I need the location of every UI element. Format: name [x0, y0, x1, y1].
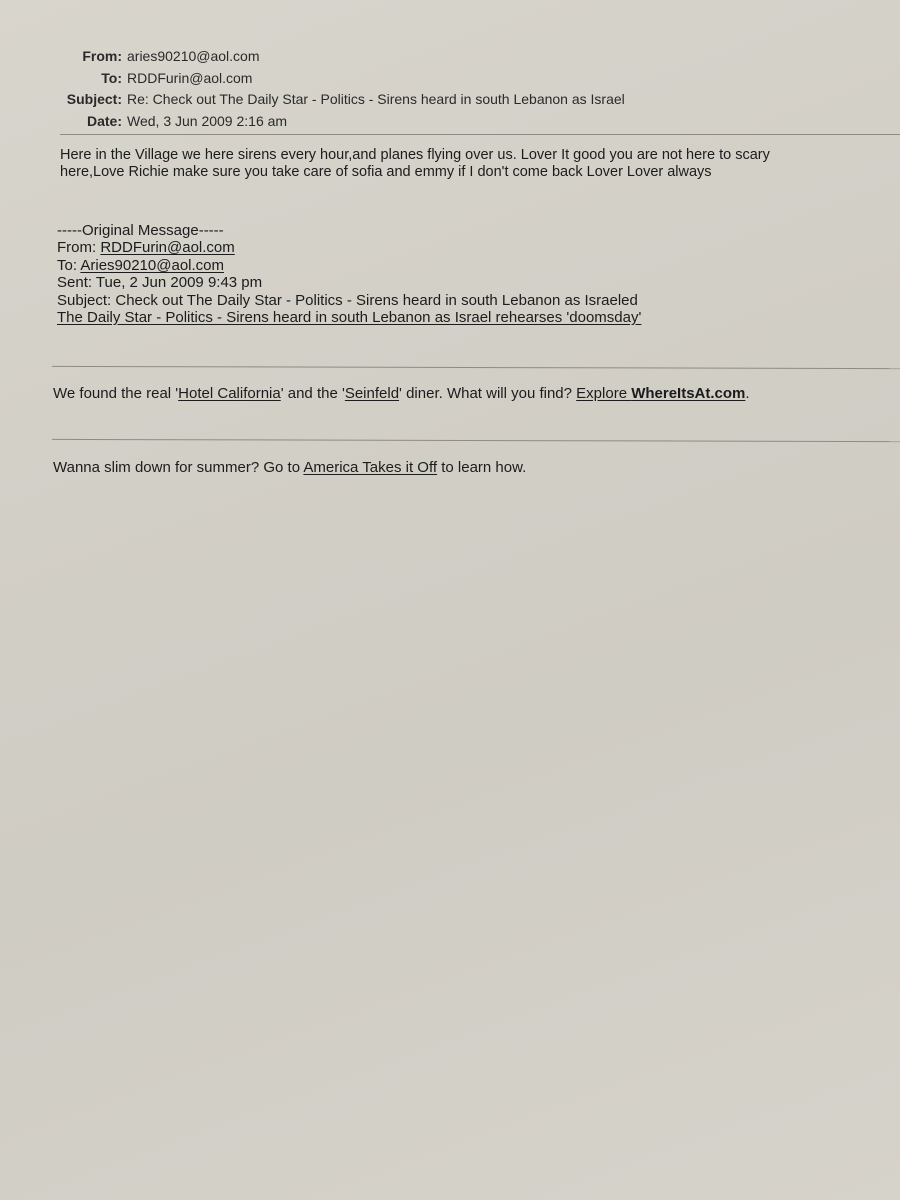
ad1-text-2: ' and the ' — [280, 385, 345, 402]
original-sent: Sent: Tue, 2 Jun 2009 9:43 pm — [57, 274, 263, 292]
seinfeld-link[interactable]: Seinfeld — [344, 385, 400, 402]
original-to-link[interactable]: Aries90210@aol.com — [80, 256, 224, 274]
ad-america-takes-it-off — [53, 459, 526, 477]
explore-whereitsat-link[interactable] — [576, 385, 745, 402]
message-line-1: Here in the Village we here sirens every hour,and planes flying over us. Lover It good you are not here to scary — [60, 147, 770, 163]
date-label: Date: — [86, 112, 122, 129]
subject-value: Re: Check out The Daily Star - Politics - Sirens heard in south Lebanon as Israel — [127, 91, 625, 107]
to-label: To: — [101, 69, 122, 86]
ad-divider-2 — [52, 439, 900, 442]
from-label: From: — [82, 48, 122, 64]
america-takes-it-off-link[interactable]: America Takes it Off — [303, 459, 438, 476]
original-subject: Subject: Check out The Daily Star - Politics - Sirens heard in south Lebanon as Israeled — [57, 291, 638, 309]
daily-star-article-link[interactable]: The Daily Star - Politics - Sirens heard in south Lebanon as Israel rehearses 'doomsday' — [57, 309, 642, 327]
original-to-line — [57, 257, 641, 274]
to-value: RDDFurin@aol.com — [127, 69, 253, 86]
explore-link-prefix: Explore — [576, 385, 632, 402]
original-from-link[interactable]: RDDFurin@aol.com — [100, 239, 235, 257]
message-body — [60, 147, 898, 181]
email-header — [60, 46, 625, 131]
ad1-text-1: We found the real ' — [53, 385, 179, 402]
date-value: Wed, 3 Jun 2009 2:16 am — [127, 112, 288, 129]
header-divider — [60, 134, 900, 135]
original-message-divider: -----Original Message----- — [57, 222, 224, 239]
ad1-text-4: . — [745, 385, 750, 402]
explore-link-site: WhereItsAt.com — [631, 385, 746, 402]
ad2-text-1: Wanna slim down for summer? Go to — [53, 459, 304, 476]
original-to-prefix: To: — [57, 256, 81, 274]
hotel-california-link[interactable]: Hotel California — [178, 385, 281, 402]
subject-label: Subject: — [66, 91, 122, 107]
ad2-text-2: to learn how. — [437, 459, 527, 476]
ad-divider-1 — [52, 366, 900, 369]
original-from-line — [57, 239, 641, 256]
message-line-2: here,Love Richie make sure you take care of sofia and emmy if I don't come back Lover Lover always — [60, 164, 712, 180]
ad1-text-3: ' diner. What will you find? — [399, 385, 577, 402]
original-message — [57, 222, 641, 326]
from-value: aries90210@aol.com — [127, 48, 260, 64]
original-from-prefix: From: — [57, 239, 101, 257]
ad-whereitsat — [53, 385, 750, 403]
